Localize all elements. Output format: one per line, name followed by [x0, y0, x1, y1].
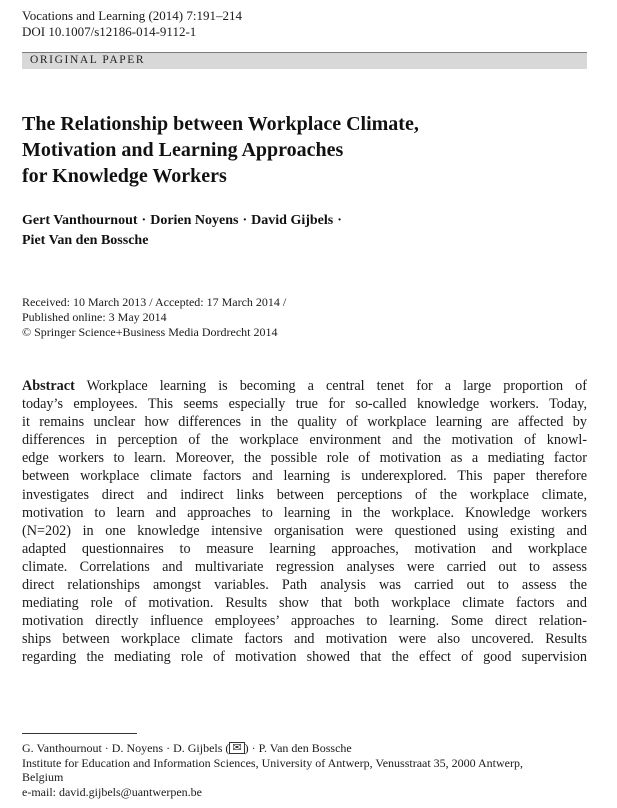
author-separator: ·	[141, 213, 147, 228]
abstract-line: mediating role of motivation. Results show that both workplace climate factors and	[22, 595, 587, 612]
abstract-label: Abstract	[22, 378, 75, 394]
published-online: Published online: 3 May 2014	[22, 310, 167, 324]
doi: DOI 10.1007/s12186-014-9112-1	[22, 24, 197, 39]
received-accepted: Received: 10 March 2013 / Accepted: 17 March 2014 /	[22, 295, 287, 309]
author-name: Gert Vanthournout	[22, 213, 138, 228]
title-line: for Knowledge Workers	[22, 165, 227, 187]
title-line: Motivation and Learning Approaches	[22, 139, 344, 161]
journal-header	[22, 8, 242, 40]
institution: Institute for Education and Information Sciences, University of Antwerp, Venusstraat 35, 2000 Antwerp,	[22, 755, 524, 770]
footnote-authors: G. Vanthournout · D. Noyens · D. Gijbels ( ✉ ) · P. Van den Bossche	[22, 741, 352, 755]
institution-country: Belgium	[22, 770, 64, 784]
abstract-line: climate. Correlations and multivariate regression analyses were carried out to assess	[22, 558, 587, 575]
abstract-line: it remains unclear how differences in the quality of workplace learning are affected by	[22, 414, 587, 431]
abstract-first-line	[22, 377, 587, 395]
abstract-line: regarding the mediating role of motivation showed that the effect of good supervision	[22, 649, 587, 666]
abstract-line: differences in perception of the workplace environment and the motivation of knowl-	[22, 432, 587, 449]
envelope-icon: ✉	[229, 742, 244, 754]
author-name: David Gijbels	[251, 213, 334, 228]
author-separator: ·	[242, 213, 248, 228]
author-name: Dorien Noyens	[150, 213, 239, 228]
abstract-text: Workplace learning is becoming a central tenet for a large proportion of	[86, 378, 587, 394]
publication-dates	[22, 295, 286, 340]
author-name: Piet Van den Bossche	[22, 233, 149, 248]
copyright: © Springer Science+Business Media Dordrecht 2014	[22, 325, 278, 339]
footnote	[22, 741, 523, 799]
email[interactable]: e-mail: david.gijbels@uantwerpen.be	[22, 784, 202, 799]
abstract-line: between workplace climate factors and learning is underexplored. This paper therefore	[22, 468, 587, 485]
abstract-line: direct relationships amongst variables. Path analysis was carried out to assess the	[22, 577, 587, 594]
author-separator: ·	[337, 213, 342, 228]
abstract-line: motivation to learn and approaches to learning in the workplace. Knowledge workers	[22, 504, 587, 521]
abstract	[22, 377, 587, 667]
abstract-line: today’s employees. This seems especially true for so-called knowledge workers. Today,	[22, 396, 587, 413]
footnote-divider	[22, 733, 137, 734]
author-list	[22, 211, 346, 251]
section-label: ORIGINAL PAPER	[30, 54, 146, 66]
abstract-line: motivation directly influence employees’ approaches to learning. Some direct relation-	[22, 613, 587, 630]
abstract-line: investigates direct and indirect links between perceptions of the workplace climate,	[22, 486, 587, 503]
title-line: The Relationship between Workplace Climate,	[22, 113, 419, 135]
abstract-line: edge workers to learn. Moreover, the possible role of motivation as a mediating factor	[22, 450, 587, 467]
journal-citation: Vocations and Learning (2014) 7:191–214	[22, 8, 242, 23]
paper-title	[22, 111, 419, 189]
section-band	[22, 52, 587, 69]
abstract-line: ships between workplace climate factors and motivation were also uncovered. Results	[22, 631, 587, 648]
abstract-line: adapted questionnaires to measure learning approaches, motivation and workplace	[22, 540, 587, 557]
abstract-line: (N=202) in one knowledge intensive organisation were questioned using existing and	[22, 522, 587, 539]
